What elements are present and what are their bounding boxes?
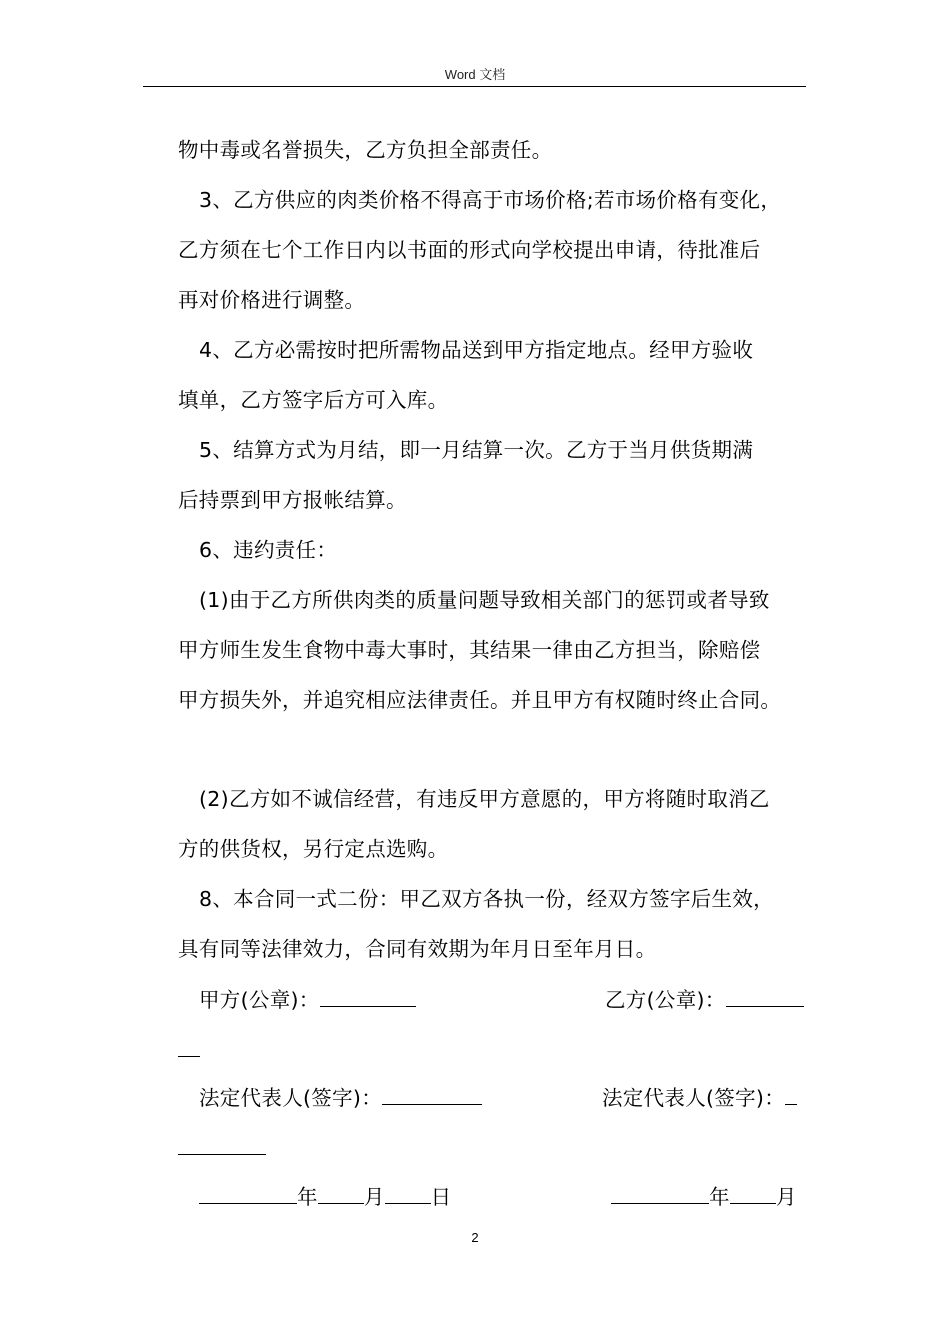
- rep-b-blank: [785, 1083, 797, 1105]
- clause-6-2-line: 方的供货权，另行定点选购。: [178, 837, 449, 861]
- date-a-month-blank: [318, 1182, 364, 1204]
- party-a-seal-blank: [320, 985, 416, 1007]
- party-b-seal-label: 乙方(公章)：: [605, 988, 726, 1012]
- clause-3-line: 3、乙方供应的肉类价格不得高于市场价格;若市场价格有变化，: [199, 188, 782, 212]
- date-a-year-label: 年: [297, 1185, 318, 1209]
- clause-4-line: 4、乙方必需按时把所需物品送到甲方指定地点。经甲方验收: [199, 338, 754, 362]
- paragraph-line: 物中毒或名誉损失，乙方负担全部责任。: [178, 138, 553, 162]
- rep-b-blank-tail: [178, 1133, 266, 1155]
- rep-b-blank-continued: [178, 1133, 266, 1162]
- clause-6-1-line: (1)由于乙方所供肉类的质量问题导致相关部门的惩罚或者导致: [199, 588, 770, 612]
- date-a-month-label: 月: [363, 1185, 385, 1209]
- clause-6-1-line: 甲方师生发生食物中毒大事时，其结果一律由乙方担当，除赔偿: [178, 638, 761, 662]
- party-a-seal-label: 甲方(公章)：: [199, 988, 320, 1012]
- party-b-seal-blank-tail: [178, 1035, 200, 1057]
- date-b-month-blank: [730, 1182, 776, 1204]
- date-b-year-label: 年: [709, 1185, 730, 1209]
- clause-6-heading: 6、违约责任：: [199, 538, 338, 562]
- party-b-seal-blank-continued: [178, 1035, 200, 1064]
- clause-4-line: 填单，乙方签字后方可入库。: [178, 388, 449, 412]
- rep-a-label: 法定代表人(签字)：: [199, 1086, 382, 1110]
- date-b-year-blank: [611, 1182, 709, 1204]
- date-b-month-label: 月: [775, 1185, 797, 1209]
- date-a-day-label: 日: [430, 1185, 452, 1209]
- date-row-a: [199, 1182, 451, 1211]
- clause-3-line: 乙方须在七个工作日内以书面的形式向学校提出申请，待批准后: [178, 238, 761, 262]
- clause-5-line: 5、结算方式为月结，即一月结算一次。乙方于当月供货期满: [199, 438, 754, 462]
- date-row-b: [611, 1182, 797, 1211]
- party-b-seal-blank: [726, 985, 804, 1007]
- rep-b-row: [602, 1083, 797, 1112]
- rep-a-row: [199, 1083, 482, 1112]
- clause-5-line: 后持票到甲方报帐结算。: [178, 488, 407, 512]
- clause-6-1-line: 甲方损失外，并追究相应法律责任。并且甲方有权随时终止合同。: [178, 688, 782, 712]
- header-divider: [143, 86, 806, 87]
- clause-3-line: 再对价格进行调整。: [178, 288, 366, 312]
- clause-8-line: 具有同等法律效力，合同有效期为年月日至年月日。: [178, 937, 657, 961]
- clause-8-line: 8、本合同一式二份：甲乙双方各执一份，经双方签字后生效，: [199, 887, 774, 911]
- party-b-seal-row: [605, 985, 804, 1014]
- clause-6-2-line: (2)乙方如不诚信经营，有违反甲方意愿的，甲方将随时取消乙: [199, 787, 770, 811]
- date-a-year-blank: [199, 1182, 297, 1204]
- page-number: 2: [471, 1230, 479, 1245]
- party-a-seal-row: [199, 985, 416, 1014]
- rep-a-blank: [382, 1083, 482, 1105]
- rep-b-label: 法定代表人(签字)：: [602, 1086, 785, 1110]
- page-header: Word 文档: [444, 67, 506, 82]
- date-a-day-blank: [385, 1182, 431, 1204]
